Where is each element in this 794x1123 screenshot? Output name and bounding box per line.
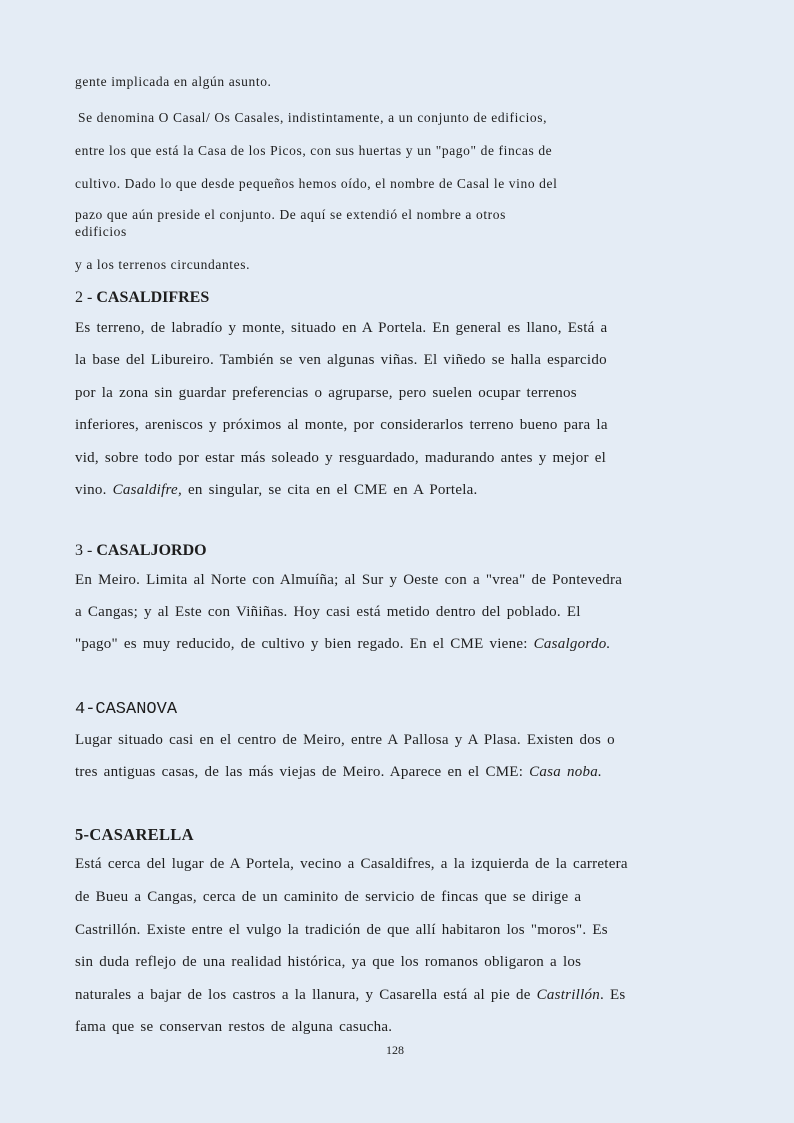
italic-term: Casa noba.	[529, 764, 602, 780]
italic-term: Casaldifre,	[112, 482, 182, 498]
text-line: la base del Libureiro. También se ven algunas viñas. El viñedo se halla esparcido	[75, 352, 607, 368]
section-heading	[75, 541, 207, 561]
text-line: En Meiro. Limita al Norte con Almuíña; al Sur y Oeste con a "vrea" de Pontevedra	[75, 572, 623, 588]
heading-number: 2 -	[75, 289, 97, 306]
text-line: Está cerca del lugar de A Portela, vecino a Casaldifres, a la izquierda de la carretera	[75, 856, 628, 872]
text-line: Es terreno, de labradío y monte, situado en A Portela. En general es llano, Está a	[75, 320, 608, 336]
text-span: "pago" es muy reducido, de cultivo y bien regado. En el CME viene:	[75, 636, 534, 652]
text-line: de Bueu a Cangas, cerca de un caminito de servicio de fincas que se dirige a	[75, 889, 582, 905]
text-line	[75, 985, 626, 1005]
text-line: fama que se conservan restos de alguna casucha.	[75, 1019, 393, 1035]
heading-title: CASALDIFRES	[96, 289, 210, 306]
section-heading: 5-CASARELLA	[75, 825, 194, 844]
text-line: y a los terrenos circundantes.	[75, 257, 251, 272]
text-line: Lugar situado casi en el centro de Meiro, entre A Pallosa y A Plasa. Existen dos o	[75, 732, 615, 748]
text-line	[75, 762, 602, 782]
page-number: 128	[386, 1043, 404, 1057]
text-line: entre los que está la Casa de los Picos, con sus huertas y un "pago" de fincas de	[75, 143, 553, 158]
text-line	[75, 480, 478, 500]
text-span: . Es	[600, 987, 626, 1003]
text-line: gente implicada en algún asunto.	[75, 74, 272, 89]
text-line: cultivo. Dado lo que desde pequeños hemos oído, el nombre de Casal le vino del	[75, 176, 558, 191]
text-span: naturales a bajar de los castros a la llanura, y Casarella está al pie de	[75, 987, 537, 1003]
section-heading: 4-CASANOVA	[75, 700, 178, 719]
text-span: tres antiguas casas, de las más viejas de Meiro. Aparece en el CME:	[75, 764, 530, 780]
text-line: inferiores, areniscos y próximos al monte, por considerarlos terreno bueno para la	[75, 417, 608, 433]
italic-term: Castrillón	[536, 987, 601, 1003]
text-line: vid, sobre todo por estar más soleado y resguardado, madurando antes y mejor el	[75, 450, 607, 466]
text-line: pazo que aún preside el conjunto. De aquí se extendió el nombre a otros	[75, 207, 506, 222]
text-span: en singular, se cita en el CME en A Portela.	[181, 482, 478, 498]
text-line	[75, 634, 610, 654]
text-line: a Cangas; y al Este con Viñiñas. Hoy casi está metido dentro del poblado. El	[75, 604, 581, 620]
heading-title: CASALJORDO	[96, 542, 207, 559]
text-line: sin duda reflejo de una realidad histórica, ya que los romanos obligaron a los	[75, 954, 582, 970]
text-line: edificios	[75, 224, 127, 239]
section-heading	[75, 288, 209, 308]
heading-number: 3 -	[75, 542, 97, 559]
text-line: Se denomina O Casal/ Os Casales, indistintamente, a un conjunto de edificios,	[78, 110, 548, 125]
text-line: por la zona sin guardar preferencias o agruparse, pero suelen ocupar terrenos	[75, 385, 577, 401]
text-span: vino.	[75, 482, 113, 498]
italic-term: Casalgordo.	[533, 636, 611, 652]
text-line: Castrillón. Existe entre el vulgo la tradición de que allí habitaron los "moros". Es	[75, 922, 608, 938]
